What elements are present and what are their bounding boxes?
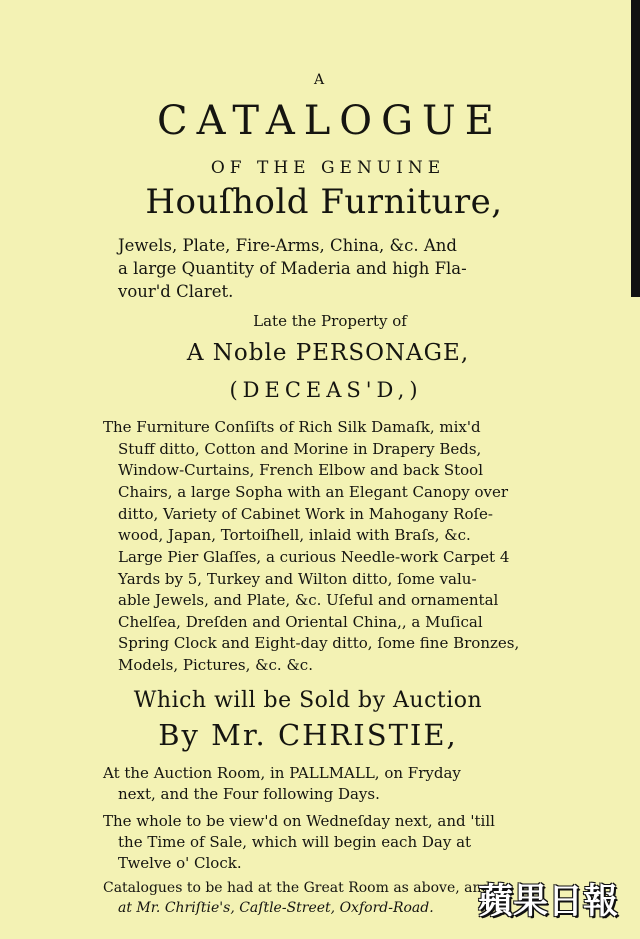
catalogue-title: CATALOGUE <box>157 98 503 144</box>
view-line: The whole to be view'd on Wedneſday next, and 'till <box>103 812 495 830</box>
catalogues-line: Catalogues to be had at the Great Room as above, and <box>103 880 491 896</box>
christie-heading: By Mr. CHRISTIE, <box>158 718 458 752</box>
venue-line: At the Auction Room, in PALLMALL, on Fryday <box>103 764 461 782</box>
noble-personage-heading: A Noble PERSONAGE, <box>186 340 470 366</box>
late-property-line: Late the Property of <box>253 312 407 330</box>
furniture-line: Window-Curtains, French Elbow and back Stool <box>118 461 483 479</box>
intro-line: Jewels, Plate, Fire-Arms, China, &c. And <box>118 236 457 255</box>
view-line: the Time of Sale, which will begin each Day at <box>118 833 472 851</box>
view-line: Twelve o' Clock. <box>118 854 242 872</box>
furniture-line: Models, Pictures, &c. &c. <box>118 656 313 674</box>
genuine-subtitle: OF THE GENUINE <box>210 158 446 178</box>
furniture-line: Large Pier Glaſſes, a curious Needle-work Carpet 4 <box>118 548 510 566</box>
furniture-line: Yards by 5, Turkey and Wilton ditto, ſome valu- <box>118 570 477 588</box>
page-edge-shadow <box>631 0 640 297</box>
furniture-line: The Furniture Conſiſts of Rich Silk Damaſk, mix'd <box>103 418 481 436</box>
catalogues-line: at Mr. Chriſtie's, Caſtle-Street, Oxford-Road. <box>118 900 434 916</box>
furniture-line: ditto, Variety of Cabinet Work in Mahogany Roſe- <box>118 505 493 523</box>
intro-line: vour'd Claret. <box>118 282 234 301</box>
newspaper-watermark: 蘋果日報 <box>477 882 618 922</box>
deceased-heading: (DECEAS'D,) <box>229 378 423 402</box>
sold-by-auction-heading: Which will be Sold by Auction <box>133 688 483 713</box>
furniture-line: able Jewels, and Plate, &c. Uſeful and ornamental <box>118 591 499 609</box>
venue-line: next, and the Four following Days. <box>118 785 380 803</box>
furniture-line: Spring Clock and Eight-day ditto, ſome fine Bronzes, <box>118 634 520 652</box>
furniture-line: Chairs, a large Sopha with an Elegant Canopy over <box>118 483 509 501</box>
article-heading: A <box>313 72 327 88</box>
intro-line: a large Quantity of Maderia and high Fla- <box>118 259 467 278</box>
furniture-line: Chelſea, Dreſden and Oriental China,, a Muſical <box>118 613 483 631</box>
furniture-line: Stuff ditto, Cotton and Morine in Drapery Beds, <box>118 440 482 458</box>
furniture-heading: Houſhold Furniture, <box>145 182 503 222</box>
furniture-line: wood, Japan, Tortoiſhell, inlaid with Braſs, &c. <box>118 526 471 544</box>
